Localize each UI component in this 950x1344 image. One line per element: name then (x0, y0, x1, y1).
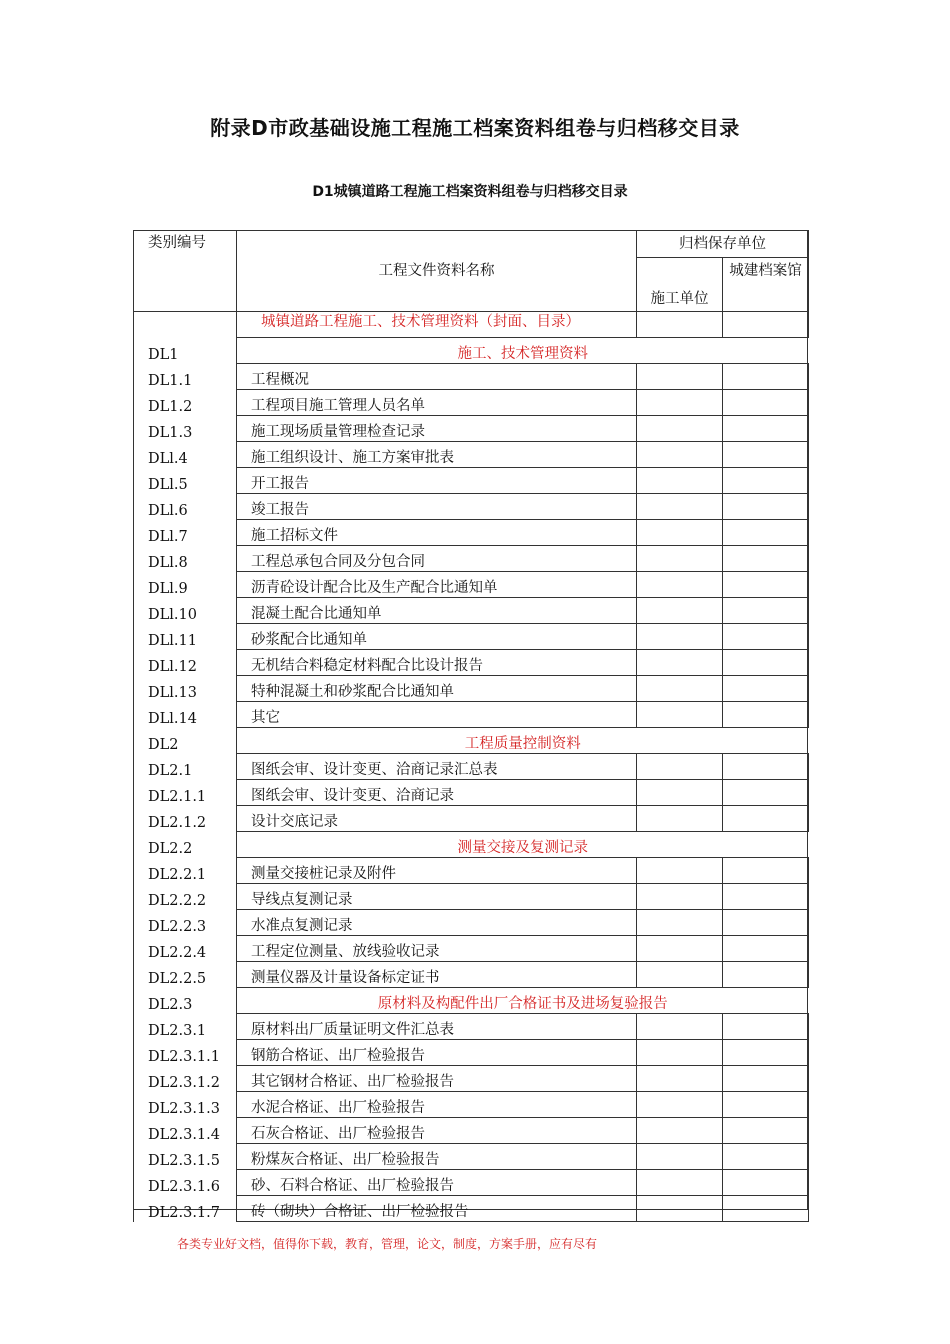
header-code: 类别编号 (134, 231, 237, 312)
urban-archive-cell (723, 416, 809, 442)
construction-unit-cell (637, 858, 723, 884)
header-name: 工程文件资料名称 (237, 231, 637, 312)
document-name: 无机结合料稳定材料配合比设计报告 (237, 650, 637, 676)
urban-archive-cell (723, 910, 809, 936)
document-name: 开工报告 (237, 468, 637, 494)
construction-unit-cell (637, 754, 723, 780)
category-code: DLl.11 (134, 624, 237, 650)
footer-note: 各类专业好文档，值得你下载，教育，管理，论文，制度，方案手册，应有尽有 (177, 1237, 598, 1251)
document-name: 其它钢材合格证、出厂检验报告 (237, 1066, 637, 1092)
table-row (134, 650, 809, 676)
document-name: 沥青砼设计配合比及生产配合比通知单 (237, 572, 637, 598)
urban-archive-cell (723, 754, 809, 780)
document-name: 施工招标文件 (237, 520, 637, 546)
category-code: DLl.10 (134, 598, 237, 624)
table-row (134, 364, 809, 390)
table-row (134, 1196, 809, 1222)
section-title: 工程质量控制资料 (237, 728, 809, 754)
construction-unit-cell (637, 650, 723, 676)
construction-unit-cell (637, 546, 723, 572)
header-row (134, 231, 809, 258)
table-row (134, 910, 809, 936)
header-urban-archive: 城建档案馆 (723, 258, 809, 312)
urban-archive-cell (723, 546, 809, 572)
construction-unit-cell (637, 1040, 723, 1066)
document-name: 砂、石料合格证、出厂检验报告 (237, 1170, 637, 1196)
urban-archive-cell (723, 520, 809, 546)
document-name: 其它 (237, 702, 637, 728)
table-row (134, 572, 809, 598)
document-name: 钢筋合格证、出厂检验报告 (237, 1040, 637, 1066)
urban-archive-cell (723, 1040, 809, 1066)
document-name: 设计交底记录 (237, 806, 637, 832)
cover-row (134, 312, 809, 338)
construction-unit-cell (637, 468, 723, 494)
category-code: DL2.2.5 (134, 962, 237, 988)
construction-unit-cell (637, 962, 723, 988)
construction-unit-cell (637, 1170, 723, 1196)
urban-archive-cell (723, 1144, 809, 1170)
construction-unit-cell (637, 494, 723, 520)
category-code: DL2.3.1 (134, 1014, 237, 1040)
urban-archive-cell (723, 494, 809, 520)
table-row (134, 1170, 809, 1196)
urban-archive-cell (723, 1092, 809, 1118)
construction-unit-cell (637, 598, 723, 624)
document-name: 砂浆配合比通知单 (237, 624, 637, 650)
table-row (134, 936, 809, 962)
section-title: D1城镇道路工程施工档案资料组卷与归档移交目录 (312, 184, 628, 200)
table-row (134, 754, 809, 780)
construction-unit-cell (637, 806, 723, 832)
cover-code (134, 312, 237, 338)
document-name: 工程总承包合同及分包合同 (237, 546, 637, 572)
construction-unit-cell (637, 390, 723, 416)
table-row (134, 676, 809, 702)
urban-archive-cell (723, 468, 809, 494)
table-row (134, 494, 809, 520)
urban-archive-cell (723, 1014, 809, 1040)
document-name: 施工现场质量管理检查记录 (237, 416, 637, 442)
table-row (134, 416, 809, 442)
table-row (134, 702, 809, 728)
document-name: 粉煤灰合格证、出厂检验报告 (237, 1144, 637, 1170)
document-name: 竣工报告 (237, 494, 637, 520)
category-code: DL2.1 (134, 754, 237, 780)
document-name: 施工组织设计、施工方案审批表 (237, 442, 637, 468)
category-code: DL2.3.1.4 (134, 1118, 237, 1144)
construction-unit-cell (637, 702, 723, 728)
page-title: 附录D市政基础设施工程施工档案资料组卷与归档移交目录 (210, 116, 740, 140)
category-code: DL2.2 (134, 832, 237, 858)
category-code: DL1.2 (134, 390, 237, 416)
category-code: DL2.3.1.3 (134, 1092, 237, 1118)
table-row (134, 468, 809, 494)
table-row (134, 780, 809, 806)
category-code: DL2.1.2 (134, 806, 237, 832)
urban-archive-cell (723, 780, 809, 806)
urban-archive-cell (723, 364, 809, 390)
table-row (134, 624, 809, 650)
table-row (134, 1118, 809, 1144)
construction-unit-cell (637, 1118, 723, 1144)
category-code: DL2.3.1.2 (134, 1066, 237, 1092)
document-name: 砖（砌块）合格证、出厂检验报告 (237, 1196, 637, 1222)
construction-unit-cell (637, 780, 723, 806)
category-code: DL2.3 (134, 988, 237, 1014)
urban-archive-cell (723, 390, 809, 416)
category-code: DLl.8 (134, 546, 237, 572)
category-code: DLl.12 (134, 650, 237, 676)
document-name: 石灰合格证、出厂检验报告 (237, 1118, 637, 1144)
table-row (134, 806, 809, 832)
document-name: 混凝土配合比通知单 (237, 598, 637, 624)
document-name: 工程定位测量、放线验收记录 (237, 936, 637, 962)
urban-archive-cell (723, 442, 809, 468)
section-title: 测量交接及复测记录 (237, 832, 809, 858)
construction-unit-cell (637, 884, 723, 910)
document-name: 图纸会审、设计变更、洽商记录 (237, 780, 637, 806)
urban-archive-cell (723, 936, 809, 962)
header-construction-unit: 施工单位 (637, 258, 723, 312)
urban-archive-cell (723, 702, 809, 728)
table-row (134, 442, 809, 468)
urban-archive-cell (723, 962, 809, 988)
header-archive-group: 归档保存单位 (637, 231, 809, 258)
category-code: DLl.5 (134, 468, 237, 494)
category-code: DL2.2.1 (134, 858, 237, 884)
urban-archive-cell (723, 676, 809, 702)
table-row (134, 1144, 809, 1170)
category-code: DL2.3.1.7 (134, 1196, 237, 1222)
table-row (134, 390, 809, 416)
cover-archive-cell (723, 312, 809, 338)
construction-unit-cell (637, 910, 723, 936)
category-code: DL2.2.4 (134, 936, 237, 962)
category-code: DLl.4 (134, 442, 237, 468)
archive-table (133, 230, 809, 1222)
category-code: DLl.14 (134, 702, 237, 728)
category-code: DL2.2.2 (134, 884, 237, 910)
cover-title: 城镇道路工程施工、技术管理资料（封面、目录） (237, 312, 637, 338)
urban-archive-cell (723, 858, 809, 884)
construction-unit-cell (637, 520, 723, 546)
construction-unit-cell (637, 364, 723, 390)
document-name: 测量仪器及计量设备标定证书 (237, 962, 637, 988)
category-code: DL1.3 (134, 416, 237, 442)
urban-archive-cell (723, 1196, 809, 1222)
category-code: DL1.1 (134, 364, 237, 390)
document-name: 水准点复测记录 (237, 910, 637, 936)
table-row (134, 962, 809, 988)
table-row (134, 520, 809, 546)
construction-unit-cell (637, 442, 723, 468)
urban-archive-cell (723, 1066, 809, 1092)
construction-unit-cell (637, 676, 723, 702)
construction-unit-cell (637, 1066, 723, 1092)
category-code: DL2 (134, 728, 237, 754)
table-row (134, 858, 809, 884)
urban-archive-cell (723, 1170, 809, 1196)
document-name: 原材料出厂质量证明文件汇总表 (237, 1014, 637, 1040)
construction-unit-cell (637, 1092, 723, 1118)
urban-archive-cell (723, 806, 809, 832)
category-code: DL2.2.3 (134, 910, 237, 936)
document-name: 工程概况 (237, 364, 637, 390)
urban-archive-cell (723, 650, 809, 676)
document-name: 测量交接桩记录及附件 (237, 858, 637, 884)
urban-archive-cell (723, 572, 809, 598)
category-code: DLl.7 (134, 520, 237, 546)
category-code: DLl.9 (134, 572, 237, 598)
category-code: DLl.6 (134, 494, 237, 520)
document-name: 特种混凝土和砂浆配合比通知单 (237, 676, 637, 702)
section-title: 施工、技术管理资料 (237, 338, 809, 364)
section-row (134, 728, 809, 754)
table-row (134, 1066, 809, 1092)
document-name: 水泥合格证、出厂检验报告 (237, 1092, 637, 1118)
table-row (134, 598, 809, 624)
table-row (134, 1040, 809, 1066)
table-row (134, 546, 809, 572)
category-code: DL1 (134, 338, 237, 364)
urban-archive-cell (723, 598, 809, 624)
cover-construction-cell (637, 312, 723, 338)
category-code: DL2.1.1 (134, 780, 237, 806)
urban-archive-cell (723, 1118, 809, 1144)
construction-unit-cell (637, 624, 723, 650)
construction-unit-cell (637, 416, 723, 442)
table-row (134, 884, 809, 910)
urban-archive-cell (723, 884, 809, 910)
urban-archive-cell (723, 624, 809, 650)
construction-unit-cell (637, 1144, 723, 1170)
category-code: DL2.3.1.6 (134, 1170, 237, 1196)
construction-unit-cell (637, 1196, 723, 1222)
section-row (134, 988, 809, 1014)
table-row (134, 1092, 809, 1118)
construction-unit-cell (637, 1014, 723, 1040)
construction-unit-cell (637, 572, 723, 598)
table-row (134, 1014, 809, 1040)
document-name: 图纸会审、设计变更、洽商记录汇总表 (237, 754, 637, 780)
document-name: 工程项目施工管理人员名单 (237, 390, 637, 416)
category-code: DLl.13 (134, 676, 237, 702)
category-code: DL2.3.1.1 (134, 1040, 237, 1066)
section-title: 原材料及构配件出厂合格证书及进场复验报告 (237, 988, 809, 1014)
category-code: DL2.3.1.5 (134, 1144, 237, 1170)
section-row (134, 832, 809, 858)
document-name: 导线点复测记录 (237, 884, 637, 910)
section-row (134, 338, 809, 364)
construction-unit-cell (637, 936, 723, 962)
